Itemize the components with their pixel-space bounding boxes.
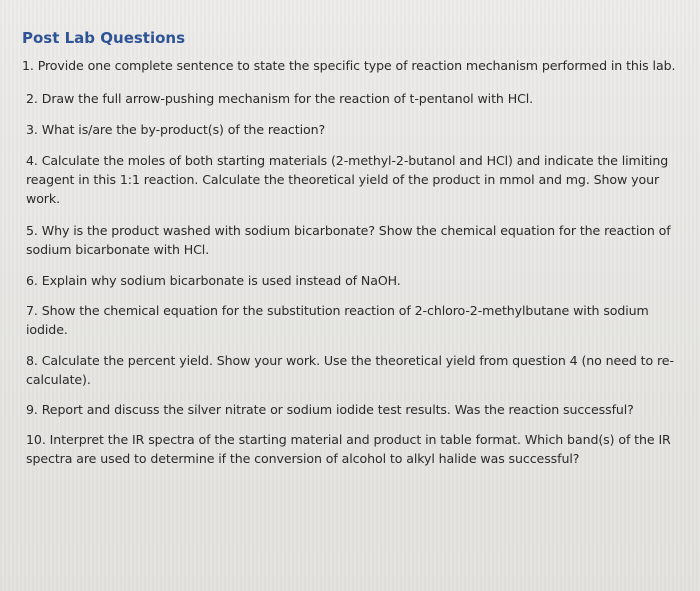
question-2: 2. Draw the full arrow-pushing mechanism for the reaction of t-pentanol with HCl. — [26, 91, 534, 106]
question-1: 1. Provide one complete sentence to state the specific type of reaction mechanism performed in this lab. — [22, 58, 676, 73]
question-6: 6. Explain why sodium bicarbonate is used instead of NaOH. — [26, 273, 401, 288]
question-5: 5. Why is the product washed with sodium bicarbonate? Show the chemical equation for the reaction of sodium bicarbonate with HCl. — [26, 223, 671, 257]
question-9: 9. Report and discuss the silver nitrate or sodium iodide test results. Was the reaction successful? — [26, 402, 634, 417]
question-10: 10. Interpret the IR spectra of the starting material and product in table format. Which band(s) of the IR spectra are used to determine if the conversion of alcohol to alkyl halide was successful? — [26, 432, 671, 466]
question-7: 7. Show the chemical equation for the substitution reaction of 2-chloro-2-methylbutane with sodium iodide. — [26, 303, 649, 337]
document-title: Post Lab Questions — [22, 29, 186, 47]
question-4: 4. Calculate the moles of both starting materials (2-methyl-2-butanol and HCl) and indicate the limiting reagent in this 1:1 reaction. Calculate the theoretical yield of the product in mmol and mg. Show your work. — [26, 153, 669, 206]
question-8: 8. Calculate the percent yield. Show your work. Use the theoretical yield from question 4 (no need to re-calculate). — [26, 353, 674, 387]
question-3: 3. What is/are the by-product(s) of the reaction? — [26, 122, 326, 137]
